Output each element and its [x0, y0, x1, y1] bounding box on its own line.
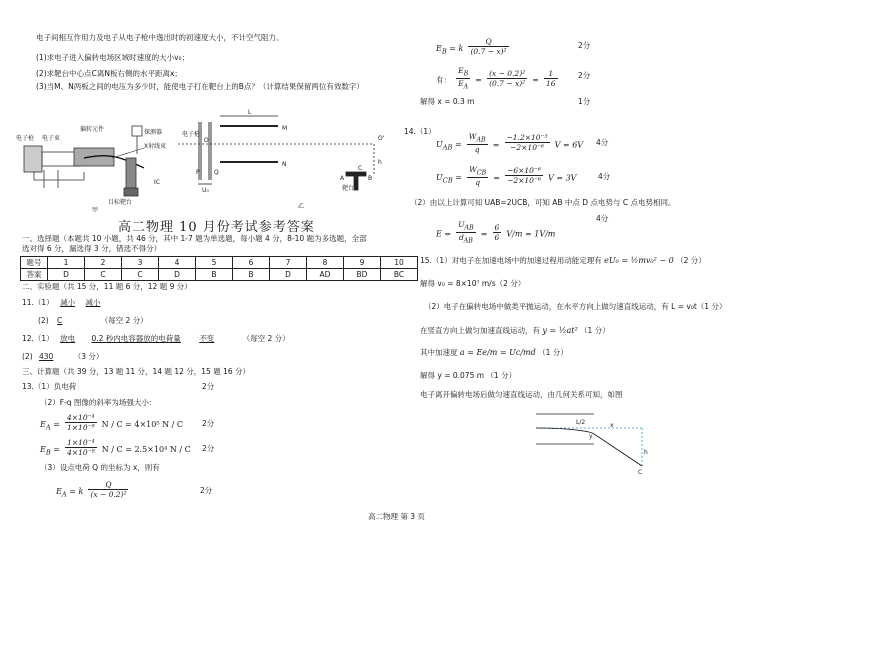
answer-11-2	[38, 316, 148, 326]
answer-prefix: (2)	[22, 352, 33, 361]
question-3: (3)当M、N两板之间的电压为多少时，能使电子打在靶台上的B点？（计算结果保留两位有效数字）	[36, 82, 364, 91]
answer-prefix: 12.（1）	[22, 334, 54, 343]
answer-12-2	[22, 352, 103, 362]
table-cell: 6	[233, 257, 270, 269]
section-1-heading: 一、选择题（本题共 10 小题，共 46 分，其中 1-7 题为单选题，每小题 4 分，8-10 题为多选题，全部选对得 6 分，漏选得 3 分，错选不得分）	[22, 234, 367, 253]
equation-a: a = Ee/m = Uc/md	[459, 348, 536, 357]
label-ic: IC	[154, 179, 160, 186]
section-2-heading: 二、实验题（共 15 分，11 题 6 分，12 题 9 分）	[22, 282, 192, 291]
answer-13-2a-points: 2分	[202, 419, 215, 428]
equation-EA: $E_A$ = $\frac{\text{4×10⁻⁴}}{\text{1×10⁻⁹}}$ N / C = 4×10⁵ N / C	[40, 413, 183, 432]
table-cell: 3	[122, 257, 159, 269]
label-P: P	[196, 169, 200, 176]
answer-14-2-points: 4分	[598, 172, 611, 181]
table-cell: 9	[344, 257, 381, 269]
label-U0: U₀	[202, 187, 209, 194]
eq2-prefix: 有：	[436, 75, 451, 85]
answer-blank: 0.2 秒内电容器放的电荷量	[91, 334, 181, 343]
answer-text: 在竖直方向上做匀加速直线运动，有	[420, 326, 540, 335]
fig-C: C	[638, 469, 643, 476]
question-1: (1)求电子进入偏转电场区域时速度的大小v₀；	[36, 53, 190, 62]
table-cell: 4	[159, 257, 196, 269]
label-beam: 电子束	[42, 135, 61, 142]
answer-14-prefix: 14.（1）	[404, 127, 436, 136]
answer-13-2b-points: 2分	[202, 444, 215, 453]
fig-half: L/2	[576, 419, 586, 426]
label-detector: 探测器	[144, 129, 163, 136]
table-cell: D	[159, 269, 196, 281]
answer-points: （2 分）	[676, 256, 706, 265]
label-L: L	[248, 109, 252, 116]
answer-table	[20, 256, 418, 281]
intro-line: 电子间相互作用力及电子从电子枪中逸出时的初速度大小，不计空气阻力。	[36, 33, 284, 42]
answer-15-3	[420, 326, 610, 336]
answer-11-1	[22, 298, 108, 308]
equation-UAB: $U_{AB}$ = $\frac{W_{AB}}{q}$ = $\frac{\text{−1.2×10⁻⁵}}{\text{−2×10⁻⁶}}$ V = 6V	[436, 132, 584, 154]
equation-UCB: $U_{CB}$ = $\frac{W_{CB}}{q}$ = $\frac{\text{−6×10⁻⁶}}{\text{−2×10⁻⁶}}$ V = 3V	[436, 165, 577, 187]
solution-1: 解得 x = 0.3 m	[420, 97, 475, 106]
answer-text: 15.（1）对电子在加速电场中的加速过程用动能定理有	[420, 256, 602, 265]
equation-EB: $E_B$ = $\frac{\text{1×10⁻⁴}}{\text{4×10⁻⁹}}$ N / C = 2.5×10⁴ N / C	[40, 438, 191, 457]
table-cell: 10	[381, 257, 418, 269]
answer-15-5: 电子离开偏转电场后做匀速直线运动，由几何关系可知，如图	[420, 390, 623, 399]
table-cell: BD	[344, 269, 381, 281]
answer-13-2: （2）F-q 图像的斜率为场强大小：	[40, 398, 157, 407]
fig-y: y	[589, 433, 593, 440]
fig-x: x	[610, 422, 614, 429]
answer-15-1	[420, 256, 706, 266]
table-cell: 8	[307, 257, 344, 269]
label-A: A	[340, 175, 345, 182]
trajectory-figure	[534, 408, 664, 476]
table-cell: 1	[48, 257, 85, 269]
label-N: N	[282, 161, 287, 168]
label-M: M	[282, 125, 288, 132]
label-Op: O'	[378, 135, 385, 142]
label-jia: 甲	[92, 207, 99, 213]
answer-15-solution-2: 解得 y = 0.075 m （1 分）	[420, 371, 517, 380]
figure-jia	[14, 118, 184, 213]
table-cell: 题号	[21, 257, 48, 269]
label-h: h	[378, 159, 382, 166]
answer-blank: 放电	[60, 334, 76, 343]
page-footer: 高二物理 第 3 页	[368, 512, 425, 521]
answer-blank: 减小	[85, 298, 101, 307]
answer-15-2: （2）电子在偏转电场中做类平抛运动，在水平方向上做匀速直线运动，有 L = v₀t（1 分）	[424, 302, 727, 311]
table-cell: 2	[85, 257, 122, 269]
answer-13-1: 13.（1）负电荷	[22, 382, 77, 391]
label-C: C	[358, 165, 363, 172]
answer-prefix: (2)	[38, 316, 49, 325]
eq1-points: 2分	[578, 41, 591, 50]
table-cell: D	[48, 269, 85, 281]
label-target: 目标靶台	[108, 199, 133, 206]
table-cell: 7	[270, 257, 307, 269]
answer-14-3: （2）由以上计算可知 UAB=2UCB，可知 AB 中点 D 点电势与 C 点电势相同。	[410, 198, 676, 207]
equation-EB-kQ: $E_B = k$ $\frac{Q}{\text{(0.7 − x)²}}$	[436, 37, 507, 56]
figure-yi	[178, 108, 388, 213]
label-O: O	[204, 137, 209, 144]
equation-EA-kQ: $E_A = k$ $\frac{Q}{\text{(x − 0.2)²}}$	[56, 480, 127, 499]
answer-13-3-points: 2分	[200, 486, 213, 495]
label-Q: Q	[214, 169, 219, 176]
eq2-points: 2分	[578, 71, 591, 80]
answer-blank: 不变	[199, 334, 215, 343]
answer-points: （1 分）	[538, 348, 568, 357]
answer-15-solution-1: 解得 v₀ = 8×10⁷ m/s（2 分）	[420, 279, 526, 288]
answer-14-3-points: 4分	[596, 214, 609, 223]
answer-12-1	[22, 334, 290, 344]
label-tai: 靶台	[342, 185, 355, 192]
equation-energy: eU₀ = ½mv₀² − 0	[604, 256, 674, 265]
equation-E-field: E = $\frac{U_{AB}}{d_{AB}}$ = $\frac{6}{6}$ V/m = 1V/m	[436, 220, 556, 244]
table-cell: BC	[381, 269, 418, 281]
table-cell: B	[233, 269, 270, 281]
answer-15-4	[420, 348, 568, 358]
answer-blank: C	[57, 316, 63, 325]
answer-14-1-points: 4分	[596, 138, 609, 147]
answer-blank: 减小	[60, 298, 76, 307]
answer-points: （1 分）	[580, 326, 610, 335]
answer-note: （每空 2 分）	[100, 316, 148, 325]
equation-ratio: 有： $\frac{E_B}{E_A}$ = $\frac{\text{(x − 0.2)²}}{\text{(0.7 − x)²}}$ = $\frac{1}{16}$	[436, 66, 556, 90]
label-deflect: 偏转元件	[80, 126, 105, 133]
equation-y: y = ½at²	[542, 326, 578, 335]
fig-h: h	[644, 449, 648, 456]
answer-blank: 430	[39, 352, 54, 361]
table-cell: B	[196, 269, 233, 281]
table-cell: C	[122, 269, 159, 281]
table-cell: 答案	[21, 269, 48, 281]
label-yi: 乙	[298, 203, 305, 210]
table-row	[21, 269, 418, 281]
answer-note: （每空 2 分）	[242, 334, 290, 343]
answer-13-1-points: 2分	[202, 382, 215, 391]
answer-text: 其中加速度	[420, 348, 458, 357]
answer-13-3: （3）设点电荷 Q 的坐标为 x，则有	[40, 463, 160, 472]
table-cell: 5	[196, 257, 233, 269]
table-row	[21, 257, 418, 269]
answer-prefix: 11.（1）	[22, 298, 54, 307]
table-cell: AD	[307, 269, 344, 281]
solution-1-points: 1分	[578, 97, 591, 106]
label-gun2: 电子枪	[182, 131, 201, 138]
section-3-heading: 三、计算题（共 39 分，13 题 11 分，14 题 12 分，15 题 16 分）	[22, 367, 251, 376]
label-gun: 电子枪	[16, 135, 35, 142]
label-B: B	[368, 175, 373, 182]
table-cell: C	[85, 269, 122, 281]
question-2: (2)求靶台中心点C离N板右侧的水平距离x；	[36, 69, 182, 78]
answer-note: （3 分）	[73, 352, 104, 361]
table-cell: D	[270, 269, 307, 281]
page-title: 高二物理 10 月份考试参考答案	[118, 220, 315, 235]
label-xray: X射线束	[144, 143, 167, 150]
